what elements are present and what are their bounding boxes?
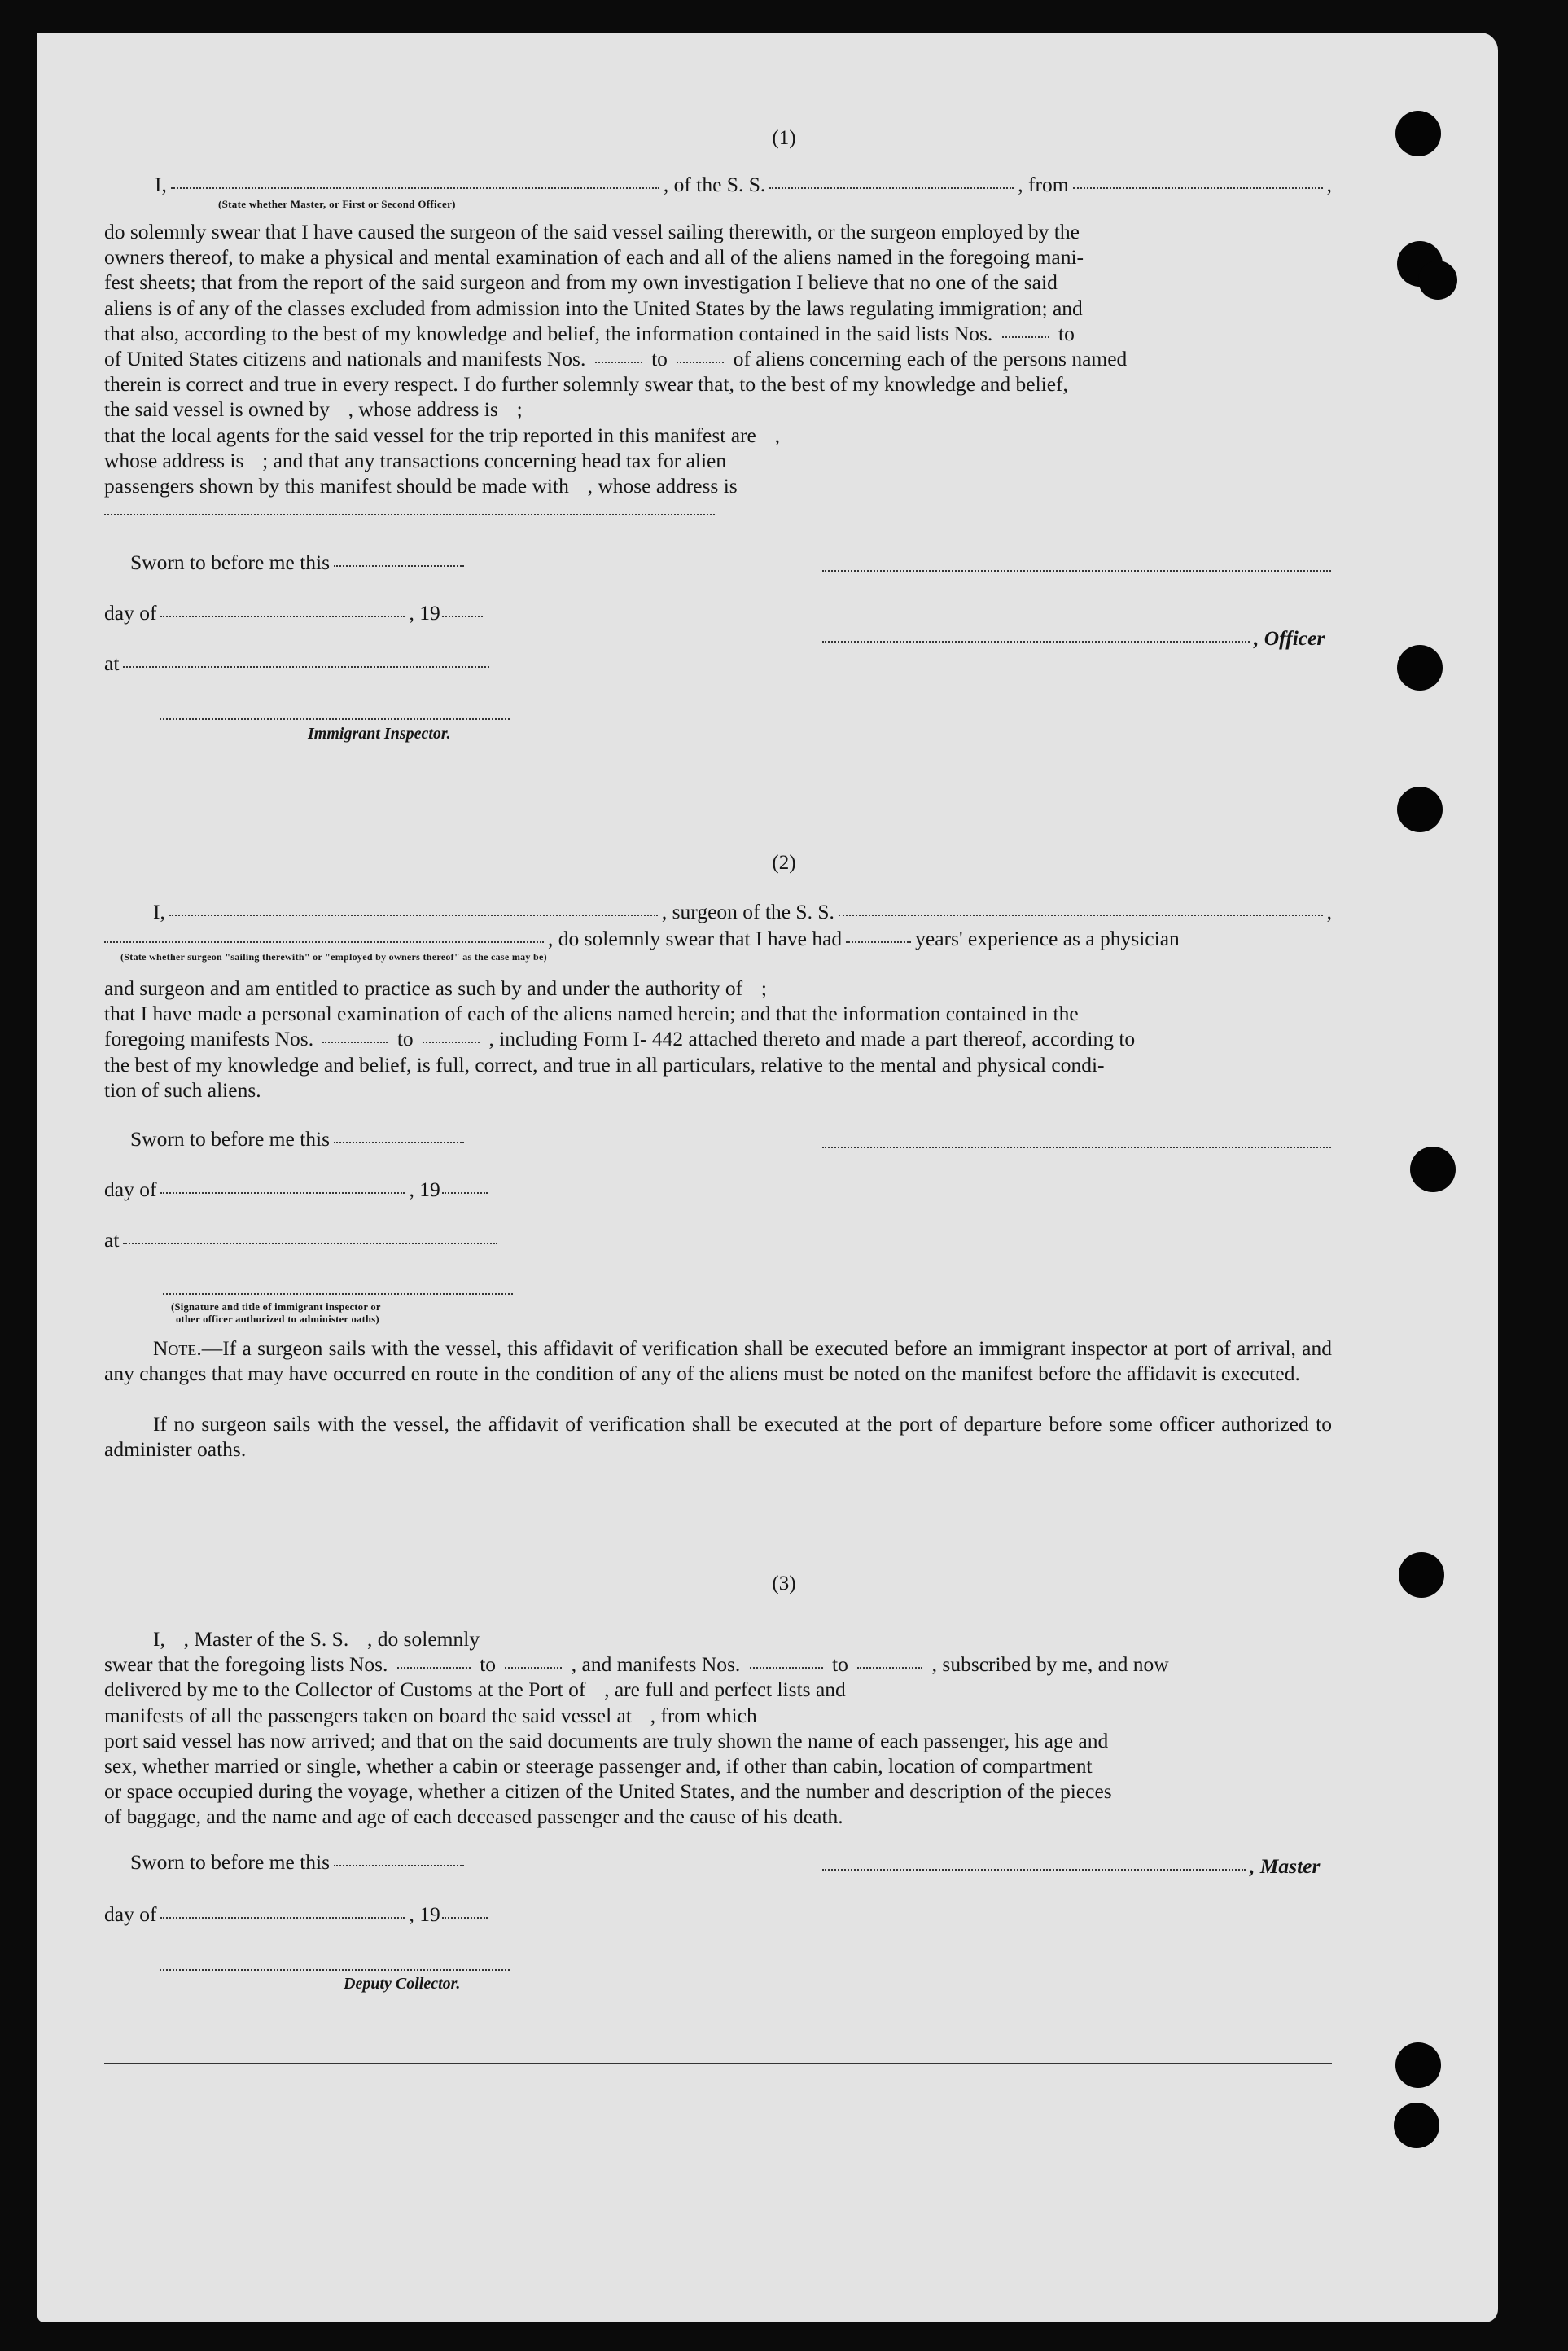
inspector-caption: Immigrant Inspector. (308, 725, 451, 743)
inspector-signature-line-2[interactable] (163, 1293, 513, 1295)
head-tax-address-field[interactable] (104, 514, 715, 515)
section-2-day-of: day of , 19 (104, 1178, 492, 1202)
years-experience-field[interactable] (846, 941, 911, 943)
section-2-line-1: I, , surgeon of the S. S. , (153, 900, 1332, 923)
surgeon-type-field[interactable] (104, 941, 544, 943)
manifests-to-field[interactable] (677, 362, 724, 363)
section-1-line-1: I, , of the S. S. , from , (155, 173, 1332, 196)
officer-title-field[interactable] (822, 641, 1250, 643)
binder-hole (1397, 645, 1443, 691)
sworn-date-field-2[interactable] (334, 1142, 464, 1143)
binder-hole (1395, 2042, 1441, 2088)
section-2-number: (2) (772, 852, 796, 874)
section-2-sworn: Sworn to before me this (130, 1127, 468, 1151)
binder-hole (1410, 1147, 1456, 1192)
lists-from-field-3[interactable] (397, 1667, 471, 1669)
surgeon-caption: (State whether surgeon "sailing therewith" or "employed by owners thereof" as the case may be) (120, 951, 547, 963)
officer-signature-line[interactable] (822, 570, 1331, 572)
section-2-line-2: , do solemnly swear that I have had years' experience as a physician (104, 926, 1332, 951)
note-paragraph-2: If no surgeon sails with the vessel, the affidavit of verification shall be executed at the port of departure before some officer authorized to administer oaths. (104, 1412, 1332, 1462)
foregoing-from-field[interactable] (322, 1042, 388, 1043)
bottom-rule (104, 2063, 1332, 2064)
officer-title: , Officer (822, 626, 1325, 651)
sworn-date-field[interactable] (334, 565, 464, 567)
port-from-field[interactable] (1073, 187, 1323, 189)
manifests-to-field-3[interactable] (857, 1667, 922, 1669)
manifests-from-field[interactable] (595, 362, 642, 363)
section-3-sworn: Sworn to before me this (130, 1850, 468, 1875)
year-field-3[interactable] (442, 1917, 488, 1919)
section-2-at: at (104, 1228, 501, 1252)
sig-caption-2: other officer authorized to administer oaths) (176, 1314, 379, 1325)
at-field[interactable] (123, 666, 489, 668)
section-1-at: at (104, 651, 493, 676)
year-field-2[interactable] (442, 1192, 488, 1194)
lists-from-field[interactable] (1002, 336, 1049, 338)
section-1-sworn: Sworn to before me this (130, 550, 468, 575)
section-3-body: I, , Master of the S. S. , do solemnly swear that the foregoing lists Nos. to , and manifests Nos. to , subscribed by me, and now delivered by me to the Collector of Customs at the Port of , are full and perfect lists and manifests of all the passengers taken on board the said vessel at , from which port said vessel has now arrived; and that on the said documents are truly shown the name of each passenger, his age and sex, whether married or single, whether a cabin or steerage passenger and, if other than cabin, location of compartment or space occupied during the voyage, whether a citizen of the United States, and the number and description of the pieces of baggage, and the name and age of each deceased passenger and the cause of his death. (104, 1627, 1169, 1829)
day-of-field[interactable] (160, 616, 405, 617)
surgeon-signature-line[interactable] (822, 1147, 1331, 1148)
binder-hole (1418, 261, 1457, 300)
manifests-from-field-3[interactable] (750, 1667, 823, 1669)
at-field-2[interactable] (123, 1243, 497, 1244)
deputy-signature-line[interactable] (160, 1969, 510, 1971)
day-of-field-3[interactable] (160, 1917, 405, 1919)
day-of-field-2[interactable] (160, 1192, 405, 1194)
binder-hole (1394, 2103, 1439, 2148)
lists-to-field-3[interactable] (505, 1667, 562, 1669)
foregoing-to-field[interactable] (423, 1042, 480, 1043)
officer-caption: (State whether Master, or First or Second Officer) (218, 198, 456, 210)
surgeon-name-field[interactable] (169, 915, 658, 916)
master-signature: , Master (822, 1854, 1320, 1879)
section-2-body: and surgeon and am entitled to practice as such by and under the authority of ; that I have made a personal examination of each of the aliens named herein; and that the information contained in the foregoing manifests Nos. to , including Form I- 442 attached thereto and made a part thereof, according to the best of my knowledge and belief, is full, correct, and true in all particulars, relative to the mental and physical condi- tion of such aliens. (104, 976, 1136, 1102)
binder-hole (1397, 787, 1443, 832)
year-field[interactable] (442, 616, 483, 617)
deputy-caption: Deputy Collector. (344, 1975, 461, 1993)
surgeon-ship-field[interactable] (839, 915, 1323, 916)
section-1-day-of: day of , 19 (104, 601, 487, 625)
officer-name-field[interactable] (171, 187, 659, 189)
sig-caption-1: (Signature and title of immigrant inspector or (171, 1301, 381, 1313)
inspector-signature-line[interactable] (160, 718, 510, 720)
note-paragraph-1: Note.—If a surgeon sails with the vessel, this affidavit of verification shall be executed before an immigrant inspector at port of arrival, and any changes that may have occurred en route in the condition of any of the aliens must be noted on the manifest before the affidavit is executed. (104, 1336, 1332, 1386)
section-1-body: do solemnly swear that I have caused the surgeon of the said vessel sailing therewith, or the surgeon employed by the owners thereof, to make a physical and mental examination of each and all of the aliens named in the foregoing mani- fest sheets; that from the report of the said surgeon and from my own investigation I believe that no one of the said aliens is of any of the classes excluded from admission into the United States by the laws regulating immigration; and that also, according to the best of my knowledge and belief, the information contained in the said lists Nos. to of United States citizens and nationals and manifests Nos. to of aliens concerning each of the persons named therein is correct and true in every respect. I do further solemnly swear that, to the best of my knowledge and belief, the said vessel is owned by , whose address is ; that the local agents for the said vessel for the trip reported in this manifest are , whose address is ; and that any transactions concerning head tax for alien passengers shown by this manifest should be made with , whose address is (104, 219, 1332, 524)
section-3-number: (3) (772, 1572, 796, 1594)
section-3-day-of: day of , 19 (104, 1902, 492, 1927)
sworn-date-field-3[interactable] (334, 1865, 464, 1866)
section-1-number: (1) (772, 127, 796, 149)
ship-name-field[interactable] (769, 187, 1014, 189)
master-signature-line[interactable] (822, 1869, 1246, 1871)
